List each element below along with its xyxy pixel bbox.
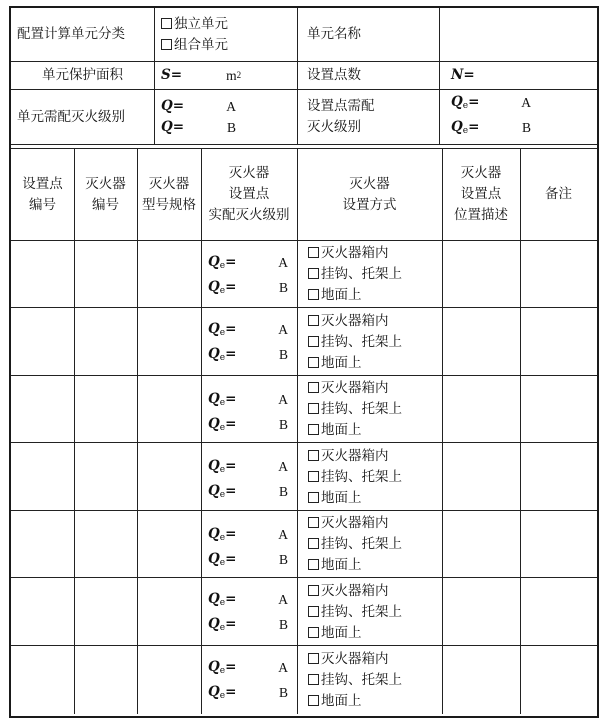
qe-symbol: Q xyxy=(208,278,220,295)
checkbox-icon[interactable] xyxy=(308,315,319,326)
qe-symbol: Q xyxy=(208,616,220,632)
mounting-option[interactable]: 灭火器箱内 xyxy=(308,243,389,264)
remarks-cell[interactable] xyxy=(520,443,597,511)
qe-symbol: Q xyxy=(208,525,220,542)
actual-level-cell[interactable]: $Q_e=$ A $Q_e=$ B xyxy=(208,243,297,310)
extinguisher-number-cell[interactable] xyxy=(74,578,137,646)
class-b-unit: B xyxy=(521,120,531,135)
divider xyxy=(154,8,155,145)
column-header-line: 编号 xyxy=(92,196,119,213)
mounting-method-cell xyxy=(308,376,442,443)
location-description-cell[interactable] xyxy=(442,511,520,578)
level-unit: A xyxy=(278,526,288,542)
model-spec-cell[interactable] xyxy=(137,308,201,376)
model-spec-cell[interactable] xyxy=(137,511,201,578)
column-header-line: 备注 xyxy=(545,186,572,202)
location-description-cell[interactable] xyxy=(442,376,520,443)
qe-symbol: Q xyxy=(208,659,220,675)
column-header-line: 设置点 xyxy=(460,186,502,202)
qe-symbol: Q xyxy=(208,550,220,567)
level-unit: B xyxy=(278,416,288,432)
mounting-option[interactable]: 灭火器箱内 xyxy=(308,311,389,332)
qe-symbol: Q xyxy=(208,684,220,700)
class-a-unit: A xyxy=(521,95,531,110)
checkbox-icon[interactable] xyxy=(308,403,319,414)
location-description-cell[interactable] xyxy=(442,308,520,376)
point-number-cell[interactable] xyxy=(11,578,74,646)
checkbox-icon[interactable] xyxy=(308,627,319,638)
extinguisher-number-cell[interactable] xyxy=(74,646,137,714)
point-number-cell[interactable] xyxy=(11,443,74,511)
actual-level-cell[interactable]: $Q_e=$ A $Q_e=$ B xyxy=(208,580,297,648)
column-header-line: 位置描述 xyxy=(454,207,508,223)
column-header xyxy=(137,149,201,240)
checkbox-icon[interactable] xyxy=(308,695,319,706)
mounting-method-cell xyxy=(308,511,442,578)
mounting-option[interactable]: 挂钩、托架上 xyxy=(308,264,402,285)
checkbox-icon[interactable] xyxy=(308,247,319,258)
level-unit: B xyxy=(278,617,288,632)
level-unit: A xyxy=(278,592,288,607)
checkbox-icon[interactable] xyxy=(308,382,319,393)
qe-symbol: Q xyxy=(208,321,220,337)
column-header-line: 实配灭火级别 xyxy=(208,207,290,223)
checkbox-icon[interactable] xyxy=(308,492,319,503)
point-number-cell[interactable] xyxy=(11,646,74,714)
mounting-option[interactable]: 挂钩、托架上 xyxy=(308,467,402,488)
column-header xyxy=(74,149,137,240)
remarks-cell[interactable] xyxy=(520,511,597,578)
class-a-unit: A xyxy=(226,99,236,114)
qe-symbol: Q xyxy=(208,415,220,432)
column-header-line: 型号规格 xyxy=(142,196,196,213)
mounting-option[interactable]: 地面上 xyxy=(308,691,362,712)
mounting-method-cell xyxy=(308,308,442,376)
option-combined-unit[interactable]: 组合单元 xyxy=(161,35,228,56)
checkbox-icon[interactable] xyxy=(308,424,319,435)
unit-name-label: 单元名称 xyxy=(307,26,361,42)
column-header xyxy=(297,149,442,240)
column-header-line: 灭火器 xyxy=(460,165,502,181)
level-unit: A xyxy=(278,322,288,337)
extinguisher-number-cell[interactable] xyxy=(74,376,137,443)
model-spec-cell[interactable] xyxy=(137,646,201,714)
model-spec-cell[interactable] xyxy=(137,376,201,443)
column-header xyxy=(520,149,597,240)
column-header-line: 灭火器 xyxy=(228,165,270,181)
area-unit-exponent: 2 xyxy=(236,70,242,80)
option-standalone-unit[interactable]: 独立单元 xyxy=(161,14,228,35)
mounting-option[interactable]: 挂钩、托架上 xyxy=(308,602,402,623)
qe-symbol: Q xyxy=(208,390,220,407)
checkbox-icon[interactable] xyxy=(308,517,319,528)
column-header-line: 设置点 xyxy=(22,175,63,192)
q-symbol: Q= xyxy=(161,98,185,114)
mounting-option[interactable]: 灭火器箱内 xyxy=(308,513,389,534)
model-spec-cell[interactable] xyxy=(137,578,201,646)
level-unit: B xyxy=(278,551,288,567)
mounting-option[interactable]: 地面上 xyxy=(308,353,362,374)
column-header-line: 编号 xyxy=(29,196,56,213)
model-spec-cell[interactable] xyxy=(137,241,201,308)
level-unit: B xyxy=(278,347,288,362)
extinguisher-number-cell[interactable] xyxy=(74,443,137,511)
column-header-line: 设置方式 xyxy=(342,196,397,213)
checkbox-icon[interactable] xyxy=(308,471,319,482)
location-description-cell[interactable] xyxy=(442,443,520,511)
actual-level-cell[interactable]: $Q_e=$ A $Q_e=$ B xyxy=(208,515,297,582)
column-header xyxy=(11,149,74,240)
level-unit: A xyxy=(278,660,288,675)
point-number-cell[interactable] xyxy=(11,241,74,308)
mounting-option[interactable]: 地面上 xyxy=(308,285,362,306)
checkbox-icon[interactable] xyxy=(308,357,319,368)
mounting-option[interactable]: 灭火器箱内 xyxy=(308,581,389,602)
actual-level-cell[interactable]: $Q_e=$ A $Q_e=$ B xyxy=(208,310,297,378)
checkbox-icon[interactable] xyxy=(308,289,319,300)
qe-symbol: Q xyxy=(208,591,220,607)
qe-symbol: Q xyxy=(208,483,220,499)
location-description-cell[interactable] xyxy=(442,241,520,308)
checkbox-icon[interactable] xyxy=(161,39,172,50)
category-options xyxy=(161,8,297,61)
qe-symbol: Q xyxy=(208,458,220,474)
mounting-option[interactable]: 灭火器箱内 xyxy=(308,378,389,399)
checkbox-icon[interactable] xyxy=(308,585,319,596)
area-label: 单元保护面积 xyxy=(42,67,123,83)
qe-symbol: Q xyxy=(451,119,463,135)
mounting-method-cell xyxy=(308,443,442,511)
level-unit: A xyxy=(278,459,288,474)
checkbox-icon[interactable] xyxy=(308,674,319,685)
extinguisher-config-form xyxy=(9,6,599,718)
checkbox-icon[interactable] xyxy=(308,606,319,617)
divider xyxy=(11,144,597,145)
extinguisher-number-cell[interactable] xyxy=(74,241,137,308)
level-unit: B xyxy=(278,685,288,700)
checkbox-icon[interactable] xyxy=(161,18,172,29)
mounting-option[interactable]: 灭火器箱内 xyxy=(308,649,389,670)
mounting-option[interactable]: 挂钩、托架上 xyxy=(308,670,402,691)
column-header xyxy=(201,149,297,240)
mounting-option[interactable]: 地面上 xyxy=(308,488,362,509)
area-symbol: S= xyxy=(161,67,183,83)
checkbox-icon[interactable] xyxy=(308,653,319,664)
divider xyxy=(439,8,440,145)
divider xyxy=(297,8,298,145)
mounting-option[interactable]: 挂钩、托架上 xyxy=(308,534,402,555)
actual-level-cell[interactable]: $Q_e=$ A $Q_e=$ B xyxy=(208,648,297,716)
point-number-cell[interactable] xyxy=(11,376,74,443)
remarks-cell[interactable] xyxy=(520,308,597,376)
points-label: 设置点数 xyxy=(307,67,361,83)
required-level-field[interactable] xyxy=(161,90,297,144)
mounting-option[interactable]: 地面上 xyxy=(308,555,362,576)
points-field[interactable] xyxy=(451,62,595,89)
qe-symbol: Q xyxy=(208,346,220,362)
mounting-method-cell xyxy=(308,578,442,646)
extinguisher-number-cell[interactable] xyxy=(74,511,137,578)
column-header-line: 灭火器 xyxy=(85,175,126,192)
point-number-cell[interactable] xyxy=(11,308,74,376)
category-label: 配置计算单元分类 xyxy=(17,26,125,42)
mounting-option[interactable]: 挂钩、托架上 xyxy=(308,399,402,420)
qe-symbol: Q xyxy=(208,253,220,270)
point-required-level-label: 设置点需配 灭火级别 xyxy=(307,98,375,135)
q-symbol: Q= xyxy=(161,119,185,135)
location-description-cell[interactable] xyxy=(442,646,520,714)
mounting-method-cell xyxy=(308,646,442,714)
mounting-option[interactable]: 地面上 xyxy=(308,420,362,441)
mounting-option[interactable]: 灭火器箱内 xyxy=(308,446,389,467)
unit-name-field[interactable] xyxy=(445,8,595,61)
point-number-cell[interactable] xyxy=(11,511,74,578)
checkbox-icon[interactable] xyxy=(308,538,319,549)
remarks-cell[interactable] xyxy=(520,578,597,646)
level-unit: A xyxy=(278,254,288,270)
checkbox-icon[interactable] xyxy=(308,268,319,279)
remarks-cell[interactable] xyxy=(520,376,597,443)
extinguisher-number-cell[interactable] xyxy=(74,308,137,376)
remarks-cell[interactable] xyxy=(520,241,597,308)
area-field[interactable] xyxy=(161,62,297,89)
column-header-line: 灭火器 xyxy=(148,175,190,192)
checkbox-icon[interactable] xyxy=(308,336,319,347)
points-symbol: N= xyxy=(451,67,475,83)
column-header xyxy=(442,149,520,240)
checkbox-icon[interactable] xyxy=(308,450,319,461)
actual-level-cell[interactable]: $Q_e=$ A $Q_e=$ B xyxy=(208,447,297,515)
point-required-level-field[interactable]: $Q_e=$ A $Q_e=$ B xyxy=(451,90,595,144)
level-unit: B xyxy=(278,279,288,295)
location-description-cell[interactable] xyxy=(442,578,520,646)
class-b-unit: B xyxy=(226,120,236,135)
model-spec-cell[interactable] xyxy=(137,443,201,511)
level-unit: A xyxy=(278,391,288,407)
column-header-line: 灭火器 xyxy=(349,175,390,192)
actual-level-cell[interactable]: $Q_e=$ A $Q_e=$ B xyxy=(208,380,297,447)
area-unit: m xyxy=(226,68,237,83)
remarks-cell[interactable] xyxy=(520,646,597,714)
required-level-label: 单元需配灭火级别 xyxy=(17,108,125,125)
mounting-option[interactable]: 挂钩、托架上 xyxy=(308,332,402,353)
mounting-option[interactable]: 地面上 xyxy=(308,623,362,644)
column-header-line: 设置点 xyxy=(228,186,270,202)
checkbox-icon[interactable] xyxy=(308,559,319,570)
level-unit: B xyxy=(278,484,288,499)
mounting-method-cell xyxy=(308,241,442,308)
qe-symbol: Q xyxy=(451,94,463,110)
